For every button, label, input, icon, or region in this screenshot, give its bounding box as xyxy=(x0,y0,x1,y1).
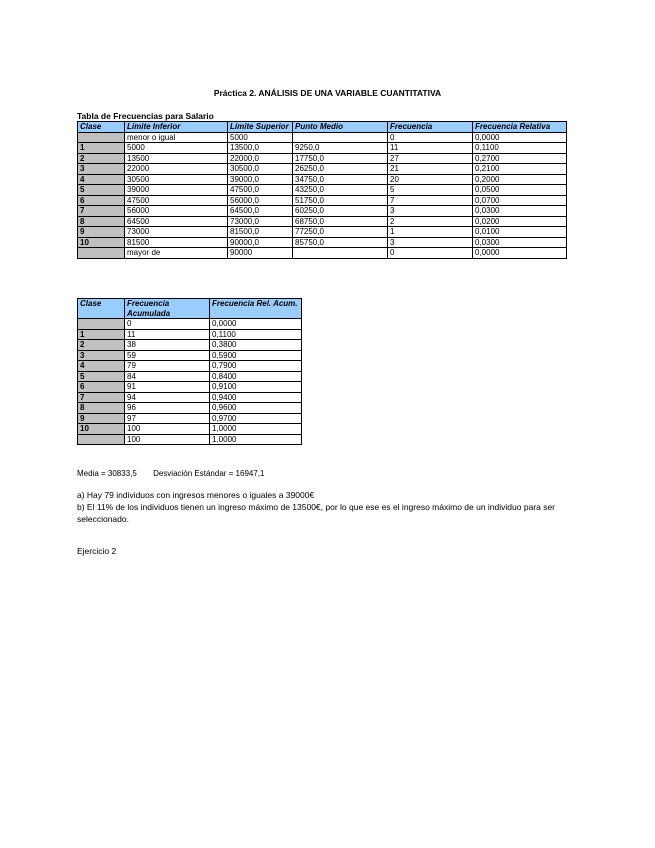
table-cell: 0,0100 xyxy=(473,227,567,238)
table-cell xyxy=(293,248,388,259)
class-cell: 10 xyxy=(78,424,125,435)
table-cell: 100 xyxy=(125,434,210,445)
table-cell: 0 xyxy=(388,248,473,259)
table-cell: menor o igual xyxy=(125,132,228,143)
table-cell: 2 xyxy=(388,216,473,227)
table-cell: 26250,0 xyxy=(293,164,388,175)
class-cell: 3 xyxy=(78,164,125,175)
cumulative-row xyxy=(78,350,302,361)
table-cell: 0,7900 xyxy=(210,361,302,372)
table-cell: 0,5900 xyxy=(210,350,302,361)
cumulative-row xyxy=(78,371,302,382)
table-cell: 34750,0 xyxy=(293,174,388,185)
header-frecuencia-rel-acum: Frecuencia Rel. Acum. xyxy=(210,299,302,319)
table-cell: 7 xyxy=(388,195,473,206)
table-cell: 0,0000 xyxy=(210,319,302,330)
table-cell: 84 xyxy=(125,371,210,382)
class-cell xyxy=(78,248,125,259)
table-cell: 0,0300 xyxy=(473,206,567,217)
table-cell: 0,1100 xyxy=(473,143,567,154)
class-cell: 10 xyxy=(78,237,125,248)
table-cell: 0,9400 xyxy=(210,392,302,403)
table-cell: 3 xyxy=(388,206,473,217)
table-cell: 5000 xyxy=(228,132,293,143)
cumulative-row xyxy=(78,424,302,435)
table-cell: 64500 xyxy=(125,216,228,227)
frequency-row xyxy=(78,227,567,238)
table-cell: 73000,0 xyxy=(228,216,293,227)
frequency-row xyxy=(78,185,567,196)
table-cell: 97 xyxy=(125,413,210,424)
class-cell xyxy=(78,132,125,143)
table-cell: 56000,0 xyxy=(228,195,293,206)
table-cell: 11 xyxy=(388,143,473,154)
cumulative-table-header xyxy=(78,299,302,319)
table-cell: 0,0000 xyxy=(473,248,567,259)
table-cell: 38 xyxy=(125,340,210,351)
class-cell: 1 xyxy=(78,329,125,340)
table-cell: 51750,0 xyxy=(293,195,388,206)
frequency-row xyxy=(78,174,567,185)
table-cell: 47500,0 xyxy=(228,185,293,196)
table-cell: 0,2100 xyxy=(473,164,567,175)
class-cell: 5 xyxy=(78,371,125,382)
cumulative-row xyxy=(78,434,302,445)
table-cell: 90000 xyxy=(228,248,293,259)
table-cell: 0 xyxy=(125,319,210,330)
class-cell xyxy=(78,434,125,445)
table-cell: 0,9700 xyxy=(210,413,302,424)
table-cell: 1,0000 xyxy=(210,434,302,445)
table-cell: 79 xyxy=(125,361,210,372)
table-cell: 0,0700 xyxy=(473,195,567,206)
class-cell: 8 xyxy=(78,216,125,227)
table-cell: 73000 xyxy=(125,227,228,238)
cumulative-row xyxy=(78,392,302,403)
table-cell: 100 xyxy=(125,424,210,435)
table-cell: 0,0000 xyxy=(473,132,567,143)
cumulative-row xyxy=(78,361,302,372)
table-cell: 47500 xyxy=(125,195,228,206)
table-cell: 27 xyxy=(388,153,473,164)
table-cell: 21 xyxy=(388,164,473,175)
cumulative-row xyxy=(78,382,302,393)
header-clase: Clase xyxy=(78,299,125,319)
table-cell: 0,9600 xyxy=(210,403,302,414)
cumulative-row xyxy=(78,329,302,340)
table-cell: 77250,0 xyxy=(293,227,388,238)
header-clase: Clase xyxy=(78,122,125,133)
class-cell xyxy=(78,319,125,330)
table-cell: 0 xyxy=(388,132,473,143)
std-dev-value: Desviación Estándar = 16947,1 xyxy=(153,469,265,478)
table-cell: 22000 xyxy=(125,164,228,175)
table-cell: 94 xyxy=(125,392,210,403)
cumulative-row xyxy=(78,319,302,330)
table-cell: 0,1100 xyxy=(210,329,302,340)
table-cell: 0,2700 xyxy=(473,153,567,164)
table-cell: 11 xyxy=(125,329,210,340)
header-limite-inferior: Límite Inferior xyxy=(125,122,228,133)
class-cell: 3 xyxy=(78,350,125,361)
table-cell: 1 xyxy=(388,227,473,238)
table-cell: 9250,0 xyxy=(293,143,388,154)
frequency-row xyxy=(78,164,567,175)
table-cell: 81500 xyxy=(125,237,228,248)
class-cell: 9 xyxy=(78,227,125,238)
header-punto-medio: Punto Medio xyxy=(293,122,388,133)
table-cell: 68750,0 xyxy=(293,216,388,227)
cumulative-row xyxy=(78,413,302,424)
cumulative-row xyxy=(78,403,302,414)
class-cell: 7 xyxy=(78,206,125,217)
frequency-row xyxy=(78,206,567,217)
table-cell: 30500,0 xyxy=(228,164,293,175)
table-cell: 13500,0 xyxy=(228,143,293,154)
table-cell: 13500 xyxy=(125,153,228,164)
mean-value: Media = 30833,5 xyxy=(77,469,137,478)
frequency-row xyxy=(78,153,567,164)
table-cell: 30500 xyxy=(125,174,228,185)
exercise-heading: Ejercicio 2 xyxy=(77,546,117,556)
frequency-row xyxy=(78,237,567,248)
class-cell: 9 xyxy=(78,413,125,424)
class-cell: 1 xyxy=(78,143,125,154)
table-cell: 0,0200 xyxy=(473,216,567,227)
header-frecuencia-relativa: Frecuencia Relativa xyxy=(473,122,567,133)
frequency-table-header xyxy=(78,122,567,133)
header-frecuencia-acumulada: Frecuencia Acumulada xyxy=(125,299,210,319)
class-cell: 6 xyxy=(78,382,125,393)
class-cell: 4 xyxy=(78,174,125,185)
frequency-row xyxy=(78,132,567,143)
frequency-row xyxy=(78,143,567,154)
table-cell: 3 xyxy=(388,237,473,248)
table-cell: 39000 xyxy=(125,185,228,196)
page-title: Práctica 2. ANÁLISIS DE UNA VARIABLE CUANTITATIVA xyxy=(213,88,442,98)
class-cell: 5 xyxy=(78,185,125,196)
cumulative-table xyxy=(77,298,302,445)
table-cell: 0,3800 xyxy=(210,340,302,351)
table-cell: 0,0500 xyxy=(473,185,567,196)
frequency-row xyxy=(78,195,567,206)
frequency-row xyxy=(78,216,567,227)
answer-b: b) El 11% de los individuos tienen un ingreso máximo de 13500€, por lo que ese es el ingreso máximo de un individuo para ser seleccionado. xyxy=(77,502,556,524)
table-cell: 17750,0 xyxy=(293,153,388,164)
table-cell: 81500,0 xyxy=(228,227,293,238)
table-cell: 96 xyxy=(125,403,210,414)
header-limite-superior: Límite Superior xyxy=(228,122,293,133)
table-cell: 91 xyxy=(125,382,210,393)
class-cell: 7 xyxy=(78,392,125,403)
table-cell: 60250,0 xyxy=(293,206,388,217)
table-cell: 90000,0 xyxy=(228,237,293,248)
class-cell: 2 xyxy=(78,340,125,351)
table-cell: 1,0000 xyxy=(210,424,302,435)
table-cell: 85750,0 xyxy=(293,237,388,248)
answer-a: a) Hay 79 individuos con ingresos menores o iguales a 39000€ xyxy=(77,490,315,500)
table-cell: 39000,0 xyxy=(228,174,293,185)
table-caption: Tabla de Frecuencias para Salario xyxy=(77,111,214,121)
table-cell: 5000 xyxy=(125,143,228,154)
table-cell: 22000,0 xyxy=(228,153,293,164)
table-cell: 43250,0 xyxy=(293,185,388,196)
table-cell: mayor de xyxy=(125,248,228,259)
table-cell: 59 xyxy=(125,350,210,361)
table-cell: 5 xyxy=(388,185,473,196)
class-cell: 4 xyxy=(78,361,125,372)
frequency-row xyxy=(78,248,567,259)
table-cell xyxy=(293,132,388,143)
header-frecuencia: Frecuencia xyxy=(388,122,473,133)
answers xyxy=(77,489,577,525)
class-cell: 6 xyxy=(78,195,125,206)
frequency-table xyxy=(77,121,567,259)
table-cell: 0,9100 xyxy=(210,382,302,393)
class-cell: 8 xyxy=(78,403,125,414)
table-cell: 0,2000 xyxy=(473,174,567,185)
class-cell: 2 xyxy=(78,153,125,164)
cumulative-row xyxy=(78,340,302,351)
summary-stats xyxy=(77,469,264,478)
table-cell: 64500,0 xyxy=(228,206,293,217)
table-cell: 20 xyxy=(388,174,473,185)
table-cell: 0,8400 xyxy=(210,371,302,382)
table-cell: 0,0300 xyxy=(473,237,567,248)
table-cell: 56000 xyxy=(125,206,228,217)
